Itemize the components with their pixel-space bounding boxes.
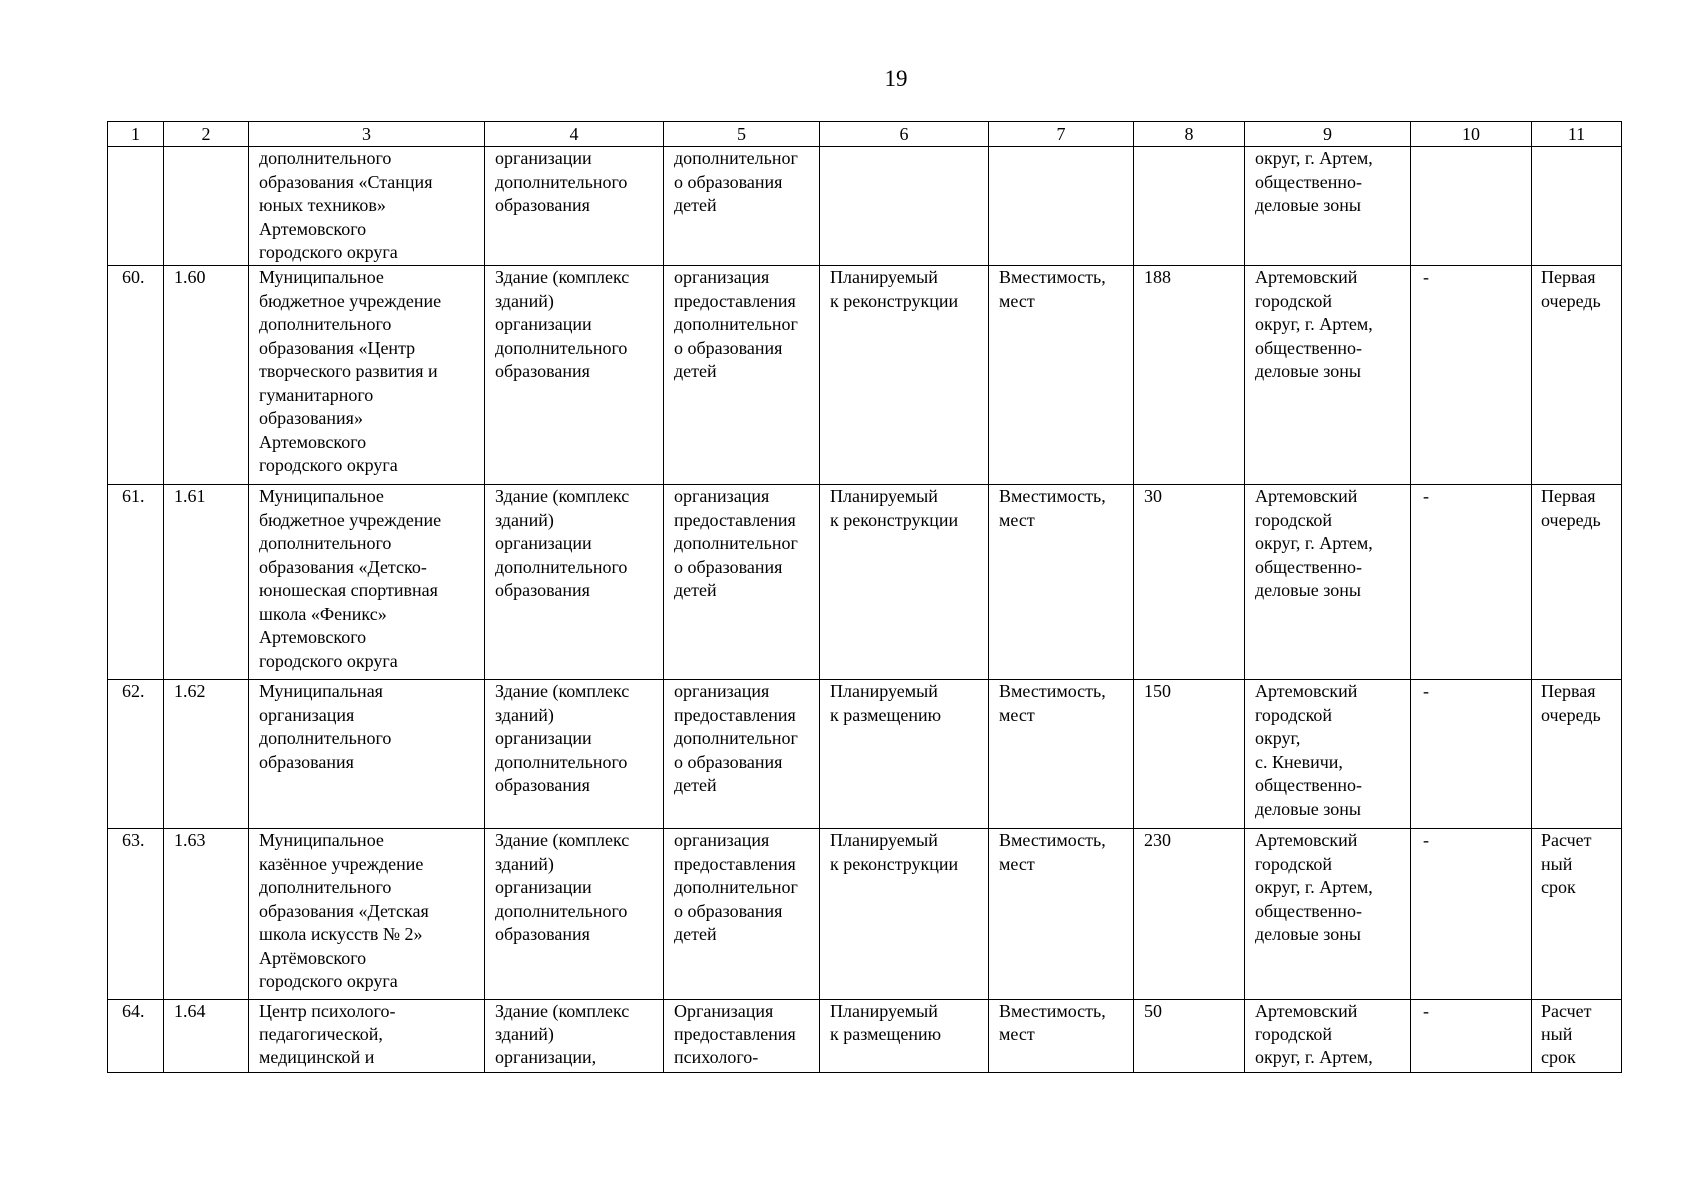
purpose-cell: Организация предоставления психолого- [664, 1000, 820, 1073]
column-header: 8 [1134, 122, 1245, 147]
purpose-cell: организация предоставления дополнительног о образования детей [664, 485, 820, 680]
object-type-cell: Здание (комплекс зданий) организации дополнительного образования [485, 485, 664, 680]
value-cell: 50 [1134, 1000, 1245, 1073]
column-header: 10 [1411, 122, 1532, 147]
name-cell: Муниципальное казённое учреждение дополнительного образования «Детская школа искусств № 2» Артёмовского городского округа [249, 829, 485, 1000]
status-cell [820, 147, 989, 266]
object-type-cell: Здание (комплекс зданий) организации дополнительного образования [485, 266, 664, 485]
value-cell: 30 [1134, 485, 1245, 680]
purpose-cell: организация предоставления дополнительног о образования детей [664, 829, 820, 1000]
code-cell [164, 147, 249, 266]
name-cell: Муниципальное бюджетное учреждение дополнительного образования «Центр творческого развития и гуманитарного образования» Артемовского городского округа [249, 266, 485, 485]
characteristic-cell: Вместимость, мест [989, 266, 1134, 485]
table-row [108, 680, 1622, 829]
row-number-cell: 62. [108, 680, 164, 829]
stage-cell: Первая очередь [1532, 266, 1622, 485]
value-cell: 230 [1134, 829, 1245, 1000]
column-header: 7 [989, 122, 1134, 147]
zone-cell: - [1411, 680, 1532, 829]
code-cell: 1.60 [164, 266, 249, 485]
location-cell: Артемовский городской округ, г. Артем, общественно- деловые зоны [1245, 485, 1411, 680]
column-header: 9 [1245, 122, 1411, 147]
characteristic-cell: Вместимость, мест [989, 485, 1134, 680]
column-header: 1 [108, 122, 164, 147]
zone-cell: - [1411, 266, 1532, 485]
name-cell: Муниципальное бюджетное учреждение дополнительного образования «Детско- юношеская спортивная школа «Феникс» Артемовского городского округа [249, 485, 485, 680]
zone-cell: - [1411, 1000, 1532, 1073]
zone-cell: - [1411, 829, 1532, 1000]
zone-cell: - [1411, 485, 1532, 680]
column-header: 5 [664, 122, 820, 147]
row-number-cell: 60. [108, 266, 164, 485]
table-row [108, 829, 1622, 1000]
stage-cell: Расчет ный срок [1532, 1000, 1622, 1073]
table-row [108, 1000, 1622, 1073]
column-header: 6 [820, 122, 989, 147]
name-cell: Муниципальная организация дополнительного образования [249, 680, 485, 829]
code-cell: 1.63 [164, 829, 249, 1000]
row-number-cell: 63. [108, 829, 164, 1000]
stage-cell: Расчет ный срок [1532, 829, 1622, 1000]
code-cell: 1.62 [164, 680, 249, 829]
code-cell: 1.61 [164, 485, 249, 680]
status-cell: Планируемый к реконструкции [820, 485, 989, 680]
value-cell: 150 [1134, 680, 1245, 829]
purpose-cell: организация предоставления дополнительног о образования детей [664, 266, 820, 485]
location-cell: округ, г. Артем, общественно- деловые зоны [1245, 147, 1411, 266]
characteristic-cell: Вместимость, мест [989, 1000, 1134, 1073]
value-cell [1134, 147, 1245, 266]
column-header: 4 [485, 122, 664, 147]
row-number-cell: 61. [108, 485, 164, 680]
location-cell: Артемовский городской округ, г. Артем, общественно- деловые зоны [1245, 266, 1411, 485]
status-cell: Планируемый к размещению [820, 1000, 989, 1073]
object-type-cell: Здание (комплекс зданий) организации дополнительного образования [485, 829, 664, 1000]
column-header: 11 [1532, 122, 1622, 147]
code-cell: 1.64 [164, 1000, 249, 1073]
purpose-cell: дополнительног о образования детей [664, 147, 820, 266]
table-header-row [108, 122, 1622, 147]
object-type-cell: Здание (комплекс зданий) организации дополнительного образования [485, 680, 664, 829]
stage-cell [1532, 147, 1622, 266]
status-cell: Планируемый к реконструкции [820, 829, 989, 1000]
row-number-cell [108, 147, 164, 266]
purpose-cell: организация предоставления дополнительног о образования детей [664, 680, 820, 829]
status-cell: Планируемый к размещению [820, 680, 989, 829]
characteristic-cell: Вместимость, мест [989, 680, 1134, 829]
characteristic-cell: Вместимость, мест [989, 829, 1134, 1000]
column-header: 2 [164, 122, 249, 147]
stage-cell: Первая очередь [1532, 485, 1622, 680]
name-cell: дополнительного образования «Станция юных техников» Артемовского городского округа [249, 147, 485, 266]
value-cell: 188 [1134, 266, 1245, 485]
name-cell: Центр психолого- педагогической, медицинской и [249, 1000, 485, 1073]
status-cell: Планируемый к реконструкции [820, 266, 989, 485]
table-row [108, 485, 1622, 680]
object-type-cell: Здание (комплекс зданий) организации, [485, 1000, 664, 1073]
row-number-cell: 64. [108, 1000, 164, 1073]
page-number: 19 [884, 66, 908, 91]
column-header: 3 [249, 122, 485, 147]
zone-cell [1411, 147, 1532, 266]
location-cell: Артемовский городской округ, с. Кневичи, общественно- деловые зоны [1245, 680, 1411, 829]
table-row [108, 266, 1622, 485]
characteristic-cell [989, 147, 1134, 266]
location-cell: Артемовский городской округ, г. Артем, общественно- деловые зоны [1245, 829, 1411, 1000]
stage-cell: Первая очередь [1532, 680, 1622, 829]
data-table [107, 121, 1622, 1073]
object-type-cell: организации дополнительного образования [485, 147, 664, 266]
location-cell: Артемовский городской округ, г. Артем, [1245, 1000, 1411, 1073]
table-row [108, 147, 1622, 266]
